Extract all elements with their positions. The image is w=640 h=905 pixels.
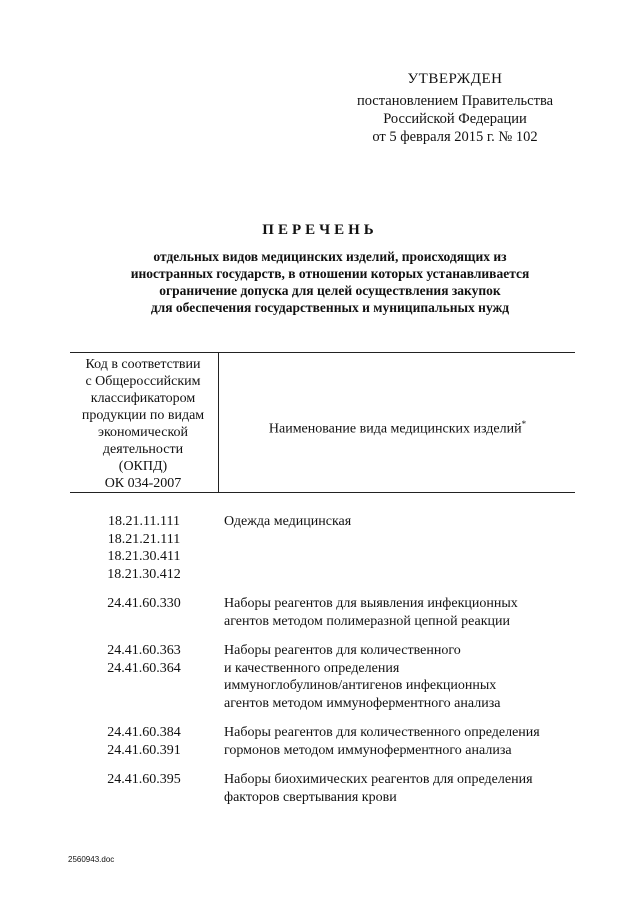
table-column-divider [218, 352, 219, 492]
name-cell [218, 724, 579, 759]
name-line: Одежда медицинская [224, 514, 352, 529]
header-code-line: Код в соответствии [85, 357, 201, 372]
code-cell [70, 595, 218, 630]
table-row [70, 642, 580, 712]
code-cell [70, 771, 218, 806]
name-line: Наборы реагентов для выявления инфекционных [224, 596, 518, 611]
table-row [70, 771, 580, 806]
name-line: Наборы биохимических реагентов для определения [224, 772, 533, 787]
table-header-name [220, 416, 575, 438]
table-row [70, 595, 580, 630]
code-cell [70, 513, 218, 583]
approval-line: от 5 февраля 2015 г. № 102 [372, 129, 538, 145]
subtitle-line: отдельных видов медицинских изделий, происходящих из [153, 249, 507, 264]
okpd-code: 24.41.60.395 [107, 772, 181, 787]
header-code-line: экономической [97, 425, 189, 440]
footer-filename: 2560943.doc [68, 855, 115, 864]
table-top-rule [70, 352, 575, 353]
name-line: факторов свертывания крови [224, 789, 397, 805]
approval-line: Российской Федерации [383, 111, 527, 127]
subtitle-line: для обеспечения государственных и муниципальных нужд [150, 300, 510, 315]
table-row [70, 513, 580, 583]
name-cell [218, 642, 579, 712]
name-line: агентов методом иммуноферментного анализа [224, 695, 501, 711]
footnote-mark: * [521, 419, 527, 429]
okpd-code: 24.41.60.363 [107, 643, 181, 658]
header-code-line: с Общероссийским [85, 374, 201, 389]
code-cell [70, 724, 218, 759]
name-line: гормонов методом иммуноферментного анализа [224, 742, 512, 758]
subtitle-line: ограничение допуска для целей осуществления закупок [159, 283, 501, 298]
approval-block [340, 70, 570, 146]
header-code-line: классификатором [90, 391, 196, 406]
header-code-line: деятельности [102, 442, 184, 457]
name-line: Наборы реагентов для количественного определения [224, 725, 540, 740]
header-code-line: продукции по видам [81, 408, 205, 423]
name-cell [218, 771, 579, 806]
okpd-code: 18.21.21.111 [107, 531, 181, 547]
code-cell [70, 642, 218, 712]
table-row [70, 724, 580, 759]
subtitle-line: иностранных государств, в отношении которых устанавливается [130, 266, 530, 281]
header-name-text: Наименование вида медицинских изделий [268, 421, 522, 437]
name-cell [218, 513, 579, 583]
name-line: агентов методом полимеразной цепной реакции [224, 613, 510, 629]
okpd-code: 24.41.60.364 [107, 660, 181, 676]
header-code-line: (ОКПД) [118, 459, 168, 474]
name-line: Наборы реагентов для количественного [224, 643, 461, 658]
okpd-code: 18.21.11.111 [108, 514, 180, 529]
okpd-code: 24.41.60.330 [107, 596, 181, 611]
okpd-code: 24.41.60.384 [107, 725, 181, 740]
header-code-line: ОК 034-2007 [104, 476, 182, 491]
approval-line: постановлением Правительства [356, 93, 554, 109]
table-body [70, 513, 580, 818]
table-header-code [70, 356, 216, 492]
name-line: и качественного определения [224, 660, 400, 676]
document-subtitle [80, 248, 580, 316]
name-cell [218, 595, 579, 630]
okpd-code: 24.41.60.391 [107, 742, 181, 758]
document-title: ПЕРЕЧЕНЬ [262, 222, 378, 238]
table-header-bottom-rule [70, 492, 575, 493]
name-line: иммуноглобулинов/антигенов инфекционных [224, 678, 497, 693]
okpd-code: 18.21.30.412 [107, 566, 181, 582]
okpd-code: 18.21.30.411 [107, 549, 181, 564]
approval-heading: УТВЕРЖДЕН [407, 71, 503, 87]
